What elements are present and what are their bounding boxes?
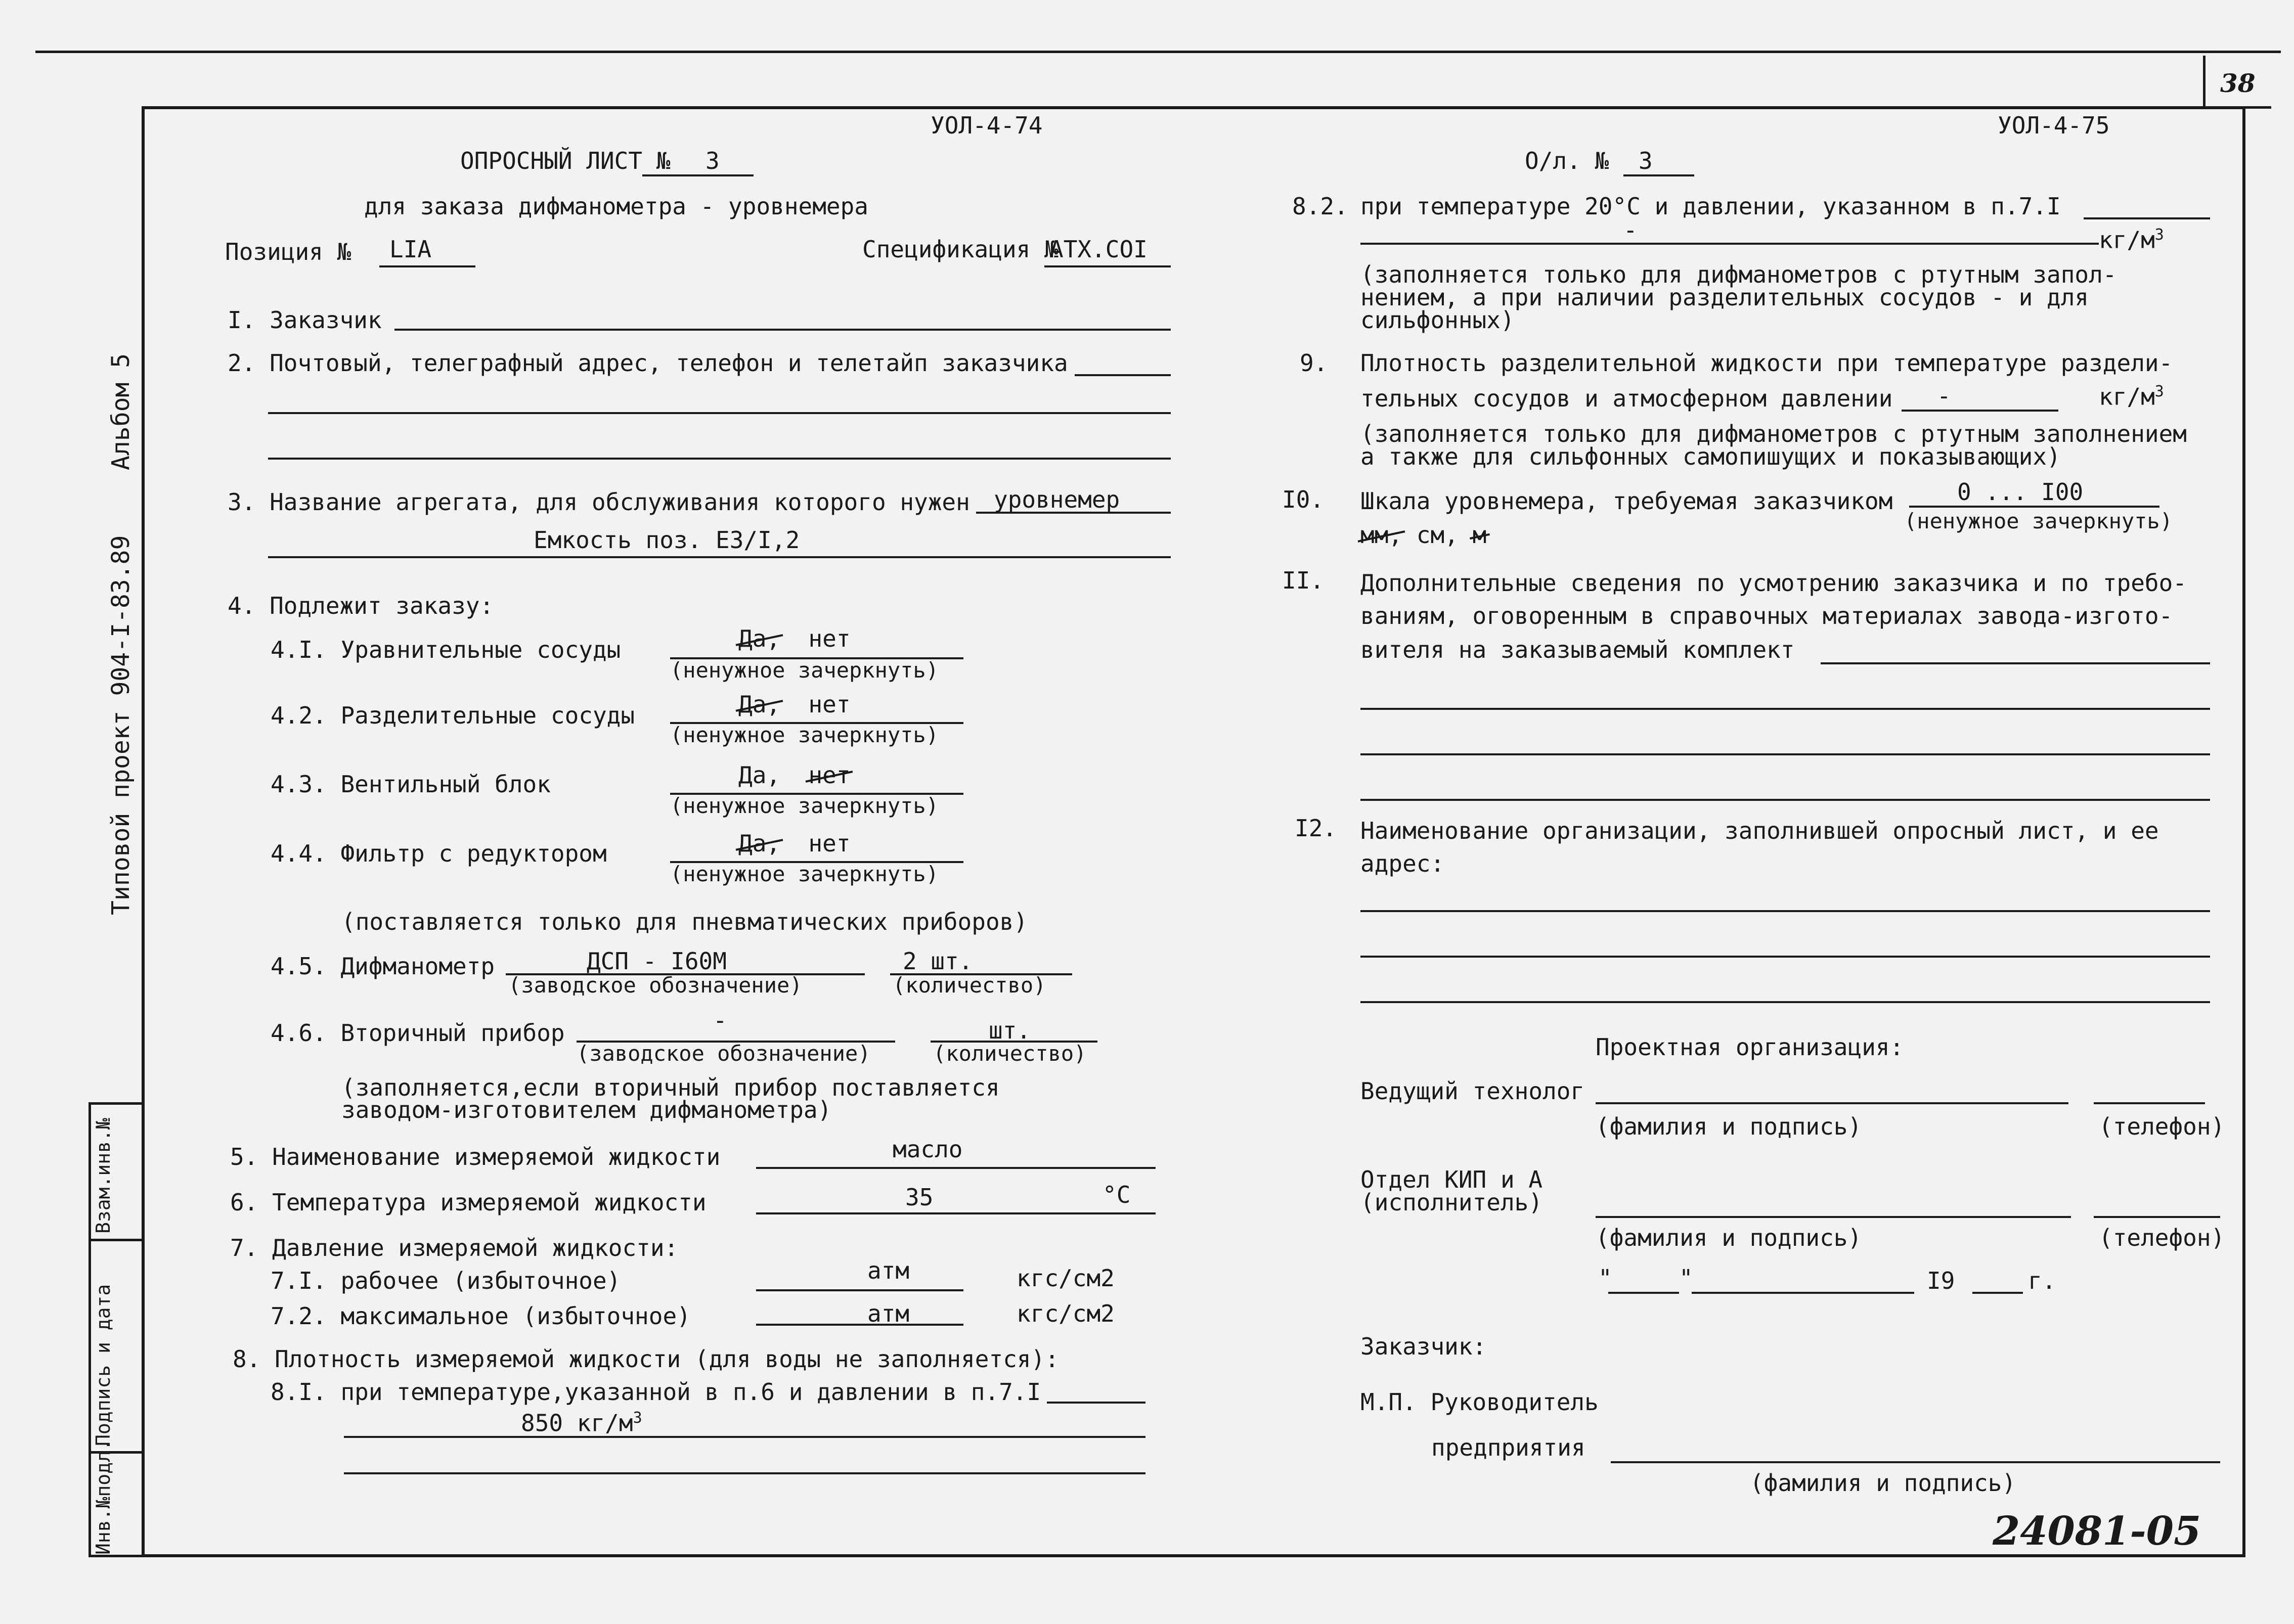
kip-executor: (исполнитель) — [1360, 1189, 1543, 1216]
strike-hint: (ненужное зачеркнуть) — [670, 793, 939, 818]
item-1-customer: I. Заказчик — [228, 306, 382, 334]
handwritten-number: 24081-05 — [1993, 1508, 2201, 1554]
stamp-label-inv: Инв.№подл. — [92, 1439, 114, 1555]
spec-value: АТХ.СОI — [1049, 236, 1148, 263]
secondary-note-1: (заполняется,если вторичный прибор поставляется — [341, 1074, 1000, 1101]
stamp-label-sign: Подпись и дата — [92, 1284, 114, 1446]
strike-hint: (ненужное зачеркнуть) — [670, 723, 939, 747]
item-4-6-qty: шт. — [989, 1017, 1031, 1044]
item-8-1: 8.I. при температуре,указанной в п.6 и давлении в п.7.I — [271, 1378, 1041, 1406]
project-org: Проектная организация: — [1596, 1033, 1904, 1061]
item-9-num: 9. — [1300, 349, 1328, 377]
item-3-unit: 3. Название агрегата, для обслуживания которого нужен — [228, 488, 970, 516]
left-form-code: УОЛ-4-74 — [931, 112, 1043, 139]
item-4-6: 4.6. Вторичный прибор — [271, 1019, 565, 1047]
page-number: 38 — [2220, 68, 2256, 98]
item-4-order: 4. Подлежит заказу: — [228, 592, 494, 619]
unit-cm: см, — [1416, 521, 1459, 549]
right-form-code: УОЛ-4-75 — [1998, 112, 2110, 139]
qty-label: (количество) — [933, 1041, 1087, 1066]
item-7-pressure: 7. Давление измеряемой жидкости: — [230, 1234, 679, 1261]
item-9-note-2: а также для сильфонных самопишущих и показывающих) — [1360, 443, 2061, 470]
kgm3-unit: кг/м — [2099, 226, 2155, 254]
item-4-2: 4.2. Разделительные сосуды — [271, 702, 635, 729]
phone-label: (телефон) — [2099, 1224, 2225, 1251]
item-11-line-3: вителя на заказываемый комплект — [1360, 636, 1795, 663]
item-8-2-note-2: нением, а при наличии разделительных сосудов - и для — [1360, 284, 2089, 311]
year-suffix: г. — [2028, 1267, 2056, 1294]
item-9-value: - — [1937, 382, 1951, 410]
item-10-num: I0. — [1282, 486, 1325, 513]
item-8-2-note-1: (заполняется только для дифманометров с ртутным запол- — [1360, 261, 2117, 288]
no-option: нет — [808, 830, 851, 857]
item-11-num: II. — [1282, 567, 1325, 594]
item-3-value-2: Емкость поз. Е3/I,2 — [534, 526, 800, 554]
ol-label: О/л. № — [1525, 147, 1609, 174]
enterprise-label: предприятия — [1431, 1434, 1585, 1461]
position-label: Позиция № — [225, 238, 351, 265]
item-10: Шкала уровнемера, требуемая заказчиком — [1360, 487, 1893, 515]
kgf-unit: кгс/см2 — [1017, 1265, 1115, 1292]
item-4-4: 4.4. Фильтр с редуктором — [271, 840, 607, 867]
strike-hint: (ненужное зачеркнуть) — [670, 862, 939, 886]
strike-hint: (ненужное зачеркнуть) — [670, 658, 939, 683]
mp-head: М.П. Руководитель — [1360, 1388, 1599, 1416]
item-12-num: I2. — [1295, 815, 1337, 842]
item-4-5-qty: 2 шт. — [903, 948, 973, 975]
item-4-5-value: ДСП - I60М — [587, 948, 727, 975]
form-subtitle: для заказа дифманометра - уровнемера — [364, 193, 868, 220]
no-option-crossed: нет — [808, 761, 851, 789]
yes-option: Да, — [738, 761, 781, 789]
item-8-1-value: 850 кг/м — [521, 1409, 633, 1437]
spec-label: Спецификация № — [862, 236, 1058, 263]
item-4-5: 4.5. Дифманометр — [271, 953, 495, 980]
item-6-unit: °С — [1102, 1181, 1131, 1208]
top-rule — [35, 51, 2281, 53]
qty-label: (количество) — [893, 973, 1046, 998]
year-prefix: I9 — [1927, 1267, 1955, 1294]
atm-label: атм — [867, 1300, 910, 1327]
kip-department: Отдел КИП и А — [1360, 1166, 1543, 1193]
form-title: ОПРОСНЫЙ ЛИСТ № — [460, 147, 671, 174]
date-quote-close: " — [1679, 1265, 1693, 1292]
factory-label: (заводское обозначение) — [577, 1041, 871, 1066]
album-label: Альбом 5 — [107, 353, 135, 470]
item-10-hint: (ненужное зачеркнуть) — [1904, 509, 2173, 533]
fio-sign-label: (фамилия и подпись) — [1596, 1224, 1862, 1251]
item-3-value: уровнемер — [994, 486, 1120, 513]
secondary-note-2: заводом-изготовителем дифманометра) — [341, 1096, 832, 1123]
atm-label: атм — [867, 1257, 910, 1284]
stamp-divider — [89, 1239, 144, 1241]
unit-mm-crossed: мм, — [1360, 521, 1403, 549]
item-8-2-note-3: сильфонных) — [1360, 306, 1515, 334]
item-10-value: 0 ... I00 — [1957, 478, 2084, 506]
factory-label: (заводское обозначение) — [508, 973, 803, 998]
item-5-liquid: 5. Наименование измеряемой жидкости — [230, 1143, 721, 1170]
item-4-1: 4.I. Уравнительные сосуды — [271, 636, 621, 663]
item-6-value: 35 — [905, 1184, 934, 1211]
yes-option-crossed: Да, — [738, 830, 781, 857]
item-4-6-value: - — [713, 1007, 727, 1034]
date-quote-open: " — [1598, 1265, 1612, 1292]
customer-label: Заказчик: — [1360, 1333, 1487, 1360]
item-2-address: 2. Почтовый, телеграфный адрес, телефон и телетайп заказчика — [228, 349, 1068, 377]
item-11-line-2: ваниям, оговоренным в справочных материалах завода-изгото- — [1360, 602, 2173, 629]
unit-m-crossed: м — [1472, 521, 1487, 549]
item-12-line-2: адрес: — [1360, 850, 1445, 877]
item-7-1: 7.I. рабочее (избыточное) — [271, 1267, 621, 1294]
pneumatic-note: (поставляется только для пневматических приборов) — [341, 908, 1028, 935]
phone-label: (телефон) — [2099, 1113, 2225, 1140]
lead-technologist: Ведущий технолог — [1360, 1077, 1585, 1105]
no-option: нет — [808, 691, 851, 718]
no-option: нет — [808, 625, 851, 652]
item-9-line-1: Плотность разделительной жидкости при температуре раздели- — [1360, 349, 2173, 377]
item-9-line-2: тельных сосудов и атмосферном давлении — [1360, 385, 1893, 412]
item-6-temperature: 6. Температура измеряемой жидкости — [230, 1189, 707, 1216]
form-title-number: 3 — [705, 147, 720, 174]
ol-number: 3 — [1639, 147, 1653, 174]
item-5-value: масло — [893, 1136, 963, 1163]
kgf-unit: кгс/см2 — [1017, 1300, 1115, 1327]
item-4-3: 4.3. Вентильный блок — [271, 771, 551, 798]
item-8-2-value: - — [1623, 216, 1638, 244]
item-8-2: при температуре 20°С и давлении, указанном в п.7.I — [1360, 193, 2061, 220]
item-11-line-1: Дополнительные сведения по усмотрению заказчика и по требо- — [1360, 569, 2187, 597]
position-value: LIA — [389, 236, 432, 263]
item-8-density: 8. Плотность измеряемой жидкости (для воды не заполняется): — [233, 1345, 1059, 1373]
item-7-2: 7.2. максимальное (избыточное) — [271, 1302, 691, 1330]
project-label: Типовой проект 904-I-83.89 — [107, 535, 135, 915]
yes-option-crossed: Да, — [738, 625, 781, 652]
item-9-note-1: (заполняется только для дифманометров с ртутным заполнением — [1360, 420, 2187, 447]
yes-option-crossed: Да, — [738, 691, 781, 718]
kgm3-unit: кг/м — [2099, 383, 2155, 411]
fio-sign-label: (фамилия и подпись) — [1596, 1113, 1862, 1140]
stamp-label-replace: Взам.инв.№ — [92, 1118, 114, 1234]
item-8-2-num: 8.2. — [1292, 193, 1348, 220]
fio-sign-label: (фамилия и подпись) — [1750, 1469, 2016, 1497]
item-12-line-1: Наименование организации, заполнившей опросный лист, и ее — [1360, 817, 2159, 844]
